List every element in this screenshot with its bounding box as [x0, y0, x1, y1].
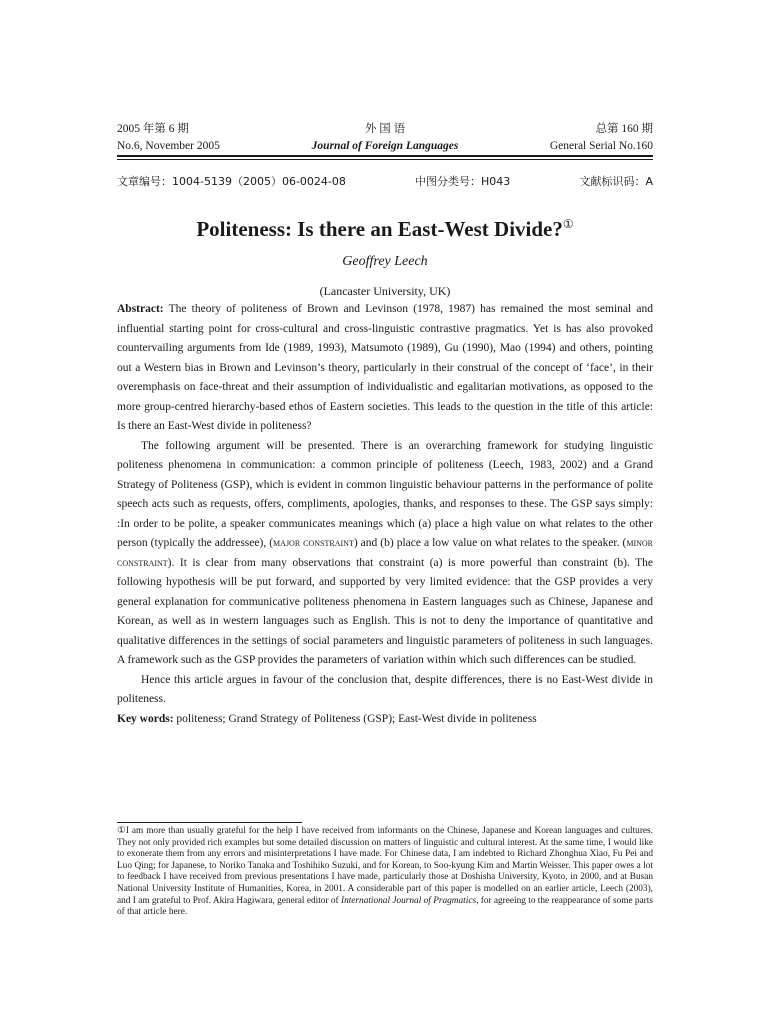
footnote-paragraph: [117, 826, 653, 919]
footnote: [117, 826, 653, 919]
article-meta: [117, 174, 653, 190]
footnote-marker: ①: [117, 826, 126, 836]
title-text: Politeness: Is there an East-West Divide?: [196, 217, 563, 241]
header-row-2: [117, 138, 653, 155]
header-rule-thick: [117, 155, 653, 157]
footnote-text-b: , for agreeing to the reappearance of some parts of that article here.: [117, 895, 653, 918]
journal-header: [117, 121, 653, 155]
footnote-text-a: I am more than usually grateful for the help I have received from informants on the Chinese, Japanese and Korean languages and cultures. They not only provided rich examples but some detailed discussion on matters of linguistic and cultural interest. At the same time, I would like to exonerate them from any errors and misinterpretations I have made. For Chinese data, I am indebted to Richard Zhonghua Xiao, Fu Pei and Luo Qing; for Japanese, to Noriko Tanaka and Toshihiko Suzuki, and for Korean, to Soo-kyung Kim and Martin Weisser. This paper owes a lot to feedback I have received from previous presentations I have made, particularly those at Doshisha University, Kyoto, in 2000, and at Busan National University Institute of Humanities, Korea, in 2001. A considerable part of this paper is modelled on an earlier article, Leech (2003), and I am grateful to Prof. Akira Hagiwara, general editor of: [117, 826, 653, 906]
journal-name-cn: 外 国 语: [364, 123, 406, 135]
clc-number: 中图分类号：H043: [415, 175, 511, 188]
footnote-journal: International Journal of Pragmatics: [340, 895, 477, 906]
issue-label-cn: 2005 年第 6 期: [117, 123, 189, 135]
keywords-text: politeness; Grand Strategy of Politeness (GSP); East-West divide in politeness: [173, 712, 537, 725]
author-name: Geoffrey Leech: [342, 254, 428, 269]
abstract-text-1: The theory of politeness of Brown and Levinson (1978, 1987) has remained the most seminal and influential starting point for cross-cultural and cross-linguistic contrastive pragmatics. Yet is has also provoked countervailing arguments from Ide (1989, 1993), Matsumoto (1989), Gu (1990), Mao (1994) and others, pointing out a Western bias in Brown and Levinson’s theory, particularly in their construal of the concept of ‘face’, in their overemphasis on face-threat and their assumption of individualistic and egalitarian motivations, as opposed to the more group-centred hierarchy-based ethos of Eastern societies. This leads to the question in the title of this article: Is there an East-West divide in politeness?: [117, 303, 653, 432]
author-affiliation: (Lancaster University, UK): [319, 284, 451, 298]
document-code: 文献标识码：A: [579, 175, 653, 188]
journal-name-en: Journal of Foreign Languages: [311, 140, 459, 152]
abstract-section: [117, 300, 653, 729]
abstract-paragraph-3: Hence this article argues in favour of the conclusion that, despite differences, there is no East-West divide in politeness.: [117, 673, 653, 705]
abstract-paragraph-2: [117, 437, 653, 671]
footnote-rule: [117, 822, 302, 823]
article-title: [117, 211, 653, 242]
serial-label-cn: 总第 160 期: [595, 123, 654, 135]
header-row-1: [117, 121, 653, 138]
article-number: 文章编号：1004-5139（2005）06-0024-08: [117, 175, 346, 188]
keywords-line: [117, 710, 653, 730]
title-footnote-marker: ①: [562, 217, 574, 231]
abstract-text-2c: ). It is clear from many observations that constraint (a) is more powerful than constraint (b). The following hypothesis will be put forward, and supported by very limited evidence: that the GSP provides a very general explanation for communicative politeness phenomena in Eastern languages such as Chinese, Japanese and Korean, as well as in western languages such as English. This is not to deny the importance of quantitative and qualitative differences in the settings of social parameters and linguistic parameters of politeness in such languages. A framework such as the GSP provides the parameters of variation within which such differences can be studied.: [117, 556, 653, 666]
abstract-paragraph-1: [117, 300, 653, 437]
minor-constraint-term: minor constraint: [117, 537, 653, 569]
issue-label-en: No.6, November 2005: [117, 140, 220, 152]
header-rule-thin: [117, 159, 653, 160]
abstract-text-2a: The following argument will be presented. There is an overarching framework for studying linguistic politeness phenomena in communication: a common principle of politeness (Leech, 1983, 2002) and a Grand Strategy of Politeness (GSP), which is evident in common linguistic behaviour patterns in the performance of polite speech acts such as requests, offers, compliments, apologies, thanks, and responses to these. The GSP says simply: :In order to be polite, a speaker communicates meanings which (a) place a high value on what relates to the other person (typically the addressee), (: [117, 439, 653, 549]
major-constraint-term: major constraint: [273, 537, 354, 549]
abstract-text-2b: ) and (b) place a low value on what relates to the speaker. (: [353, 537, 627, 549]
serial-label-en: General Serial No.160: [549, 140, 654, 152]
abstract-label: Abstract:: [117, 303, 164, 315]
keywords-label: Key words:: [117, 712, 174, 725]
